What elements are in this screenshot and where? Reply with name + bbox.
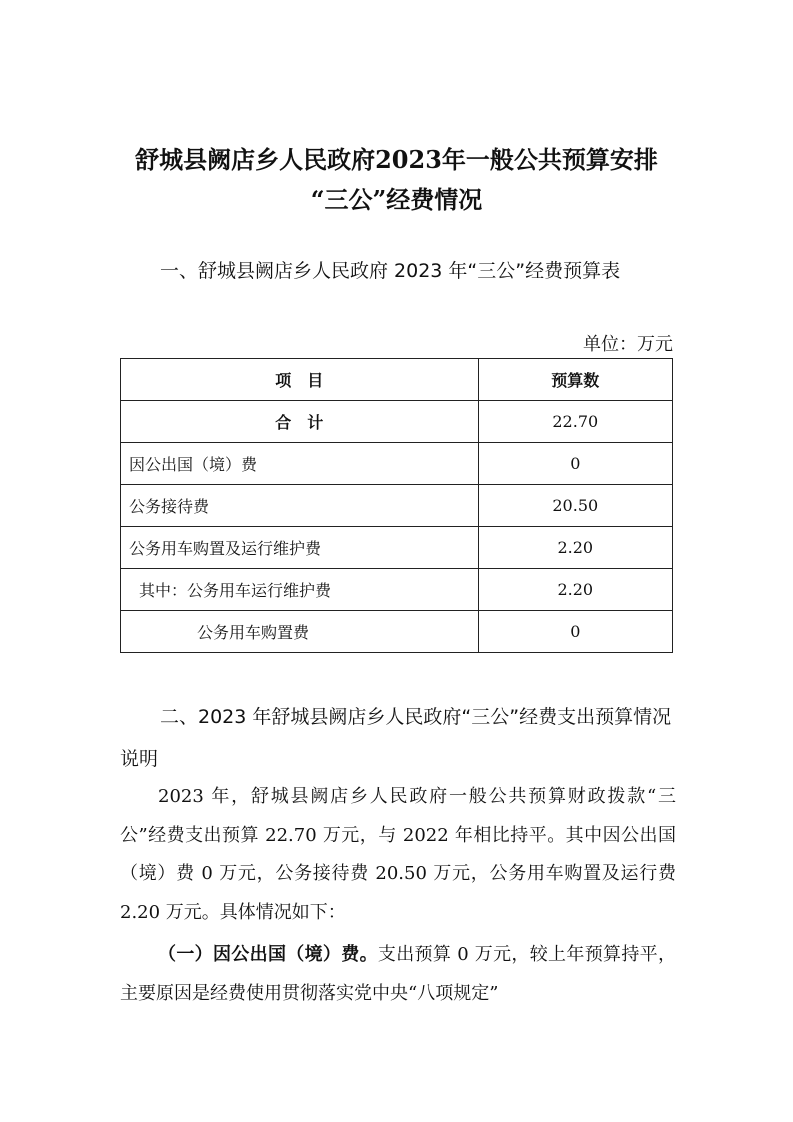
table-row (121, 611, 673, 653)
header-amount: 预算数 (478, 359, 672, 401)
document-title-line1: 舒城县阙店乡人民政府2023年一般公共预算安排 (135, 145, 658, 174)
cell-item: 公务用车购置费 (121, 611, 479, 653)
cell-amount: 0 (478, 611, 672, 653)
document-title-line2: “三公”经费情况 (310, 185, 483, 214)
table-row (121, 485, 673, 527)
cell-amount: 2.20 (478, 527, 672, 569)
budget-table (120, 358, 673, 653)
body-paragraph-1: 2023 年，舒城县阙店乡人民政府一般公共预算财政拨款“三公”经费支出预算 22.70 万元，与 2022 年相比持平。其中因公出国（境）费 0 万元，公务接待费 20.50 万元，公务用车购置及运行费 2.20 万元。具体情况如下： (120, 786, 676, 923)
paragraph-text: 支出预算 0 万元，较上年预算持平，主要原因是经费使用贯彻落实党中央“八项规定” (120, 944, 676, 1004)
table-row (121, 527, 673, 569)
cell-item: 公务接待费 (121, 485, 479, 527)
section1-heading: 一、舒城县阙店乡人民政府 2023 年“三公”经费预算表 (160, 260, 621, 282)
section2-heading: 二、2023 年舒城县阙店乡人民政府“三公”经费支出预算情况说明 (120, 706, 672, 770)
cell-item: 合 计 (121, 401, 479, 443)
table-row-total (121, 401, 673, 443)
cell-amount: 20.50 (478, 485, 672, 527)
subheading-overseas-travel: （一）因公出国（境）费。 (158, 944, 378, 965)
cell-amount: 22.70 (478, 401, 672, 443)
body-paragraph-2 (120, 936, 676, 1013)
header-item: 项 目 (121, 359, 479, 401)
cell-item: 其中：公务用车运行维护费 (121, 569, 479, 611)
cell-item: 因公出国（境）费 (121, 443, 479, 485)
cell-amount: 0 (478, 443, 672, 485)
unit-label: 单位：万元 (583, 334, 673, 355)
cell-item: 公务用车购置及运行维护费 (121, 527, 479, 569)
table-row (121, 443, 673, 485)
table-row (121, 569, 673, 611)
table-header-row (121, 359, 673, 401)
cell-amount: 2.20 (478, 569, 672, 611)
